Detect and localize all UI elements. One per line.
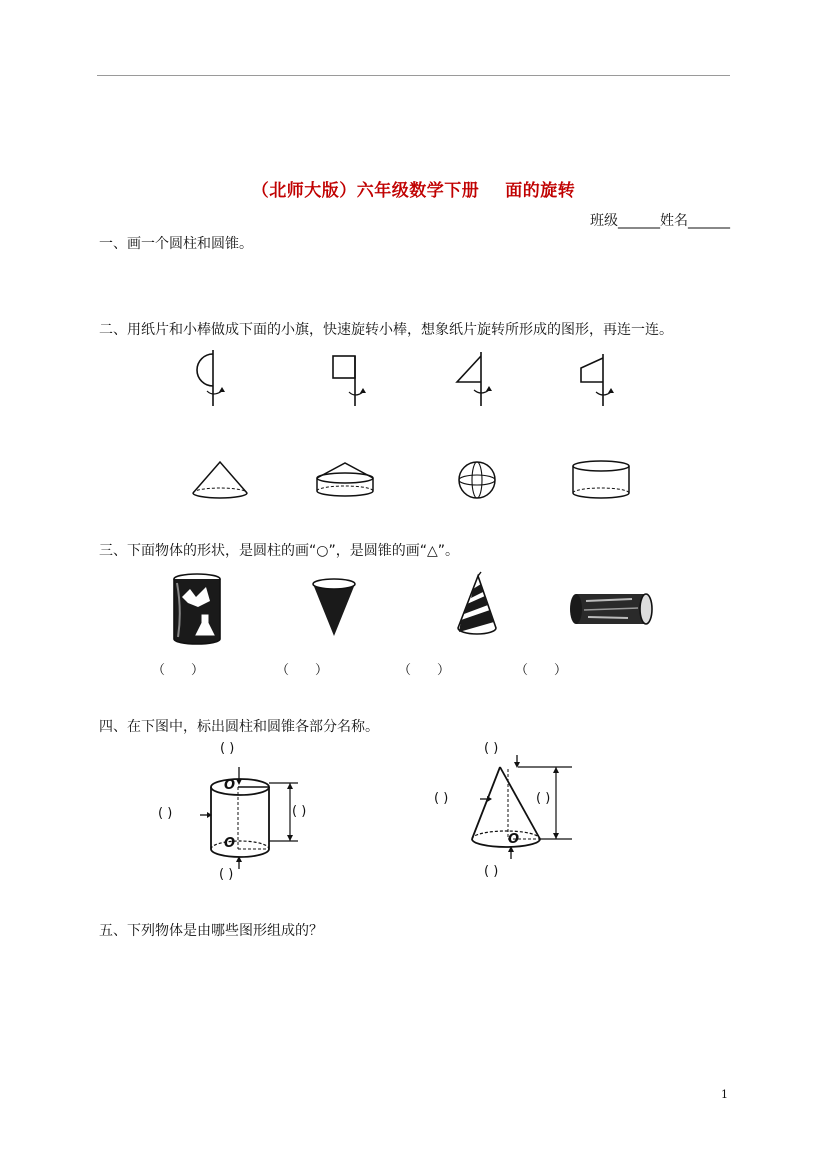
object-can (168, 571, 226, 647)
solid-sphere (455, 460, 499, 502)
answer-blank-3[interactable]: （ ） (398, 663, 451, 678)
cylinder-label-bottom[interactable]: ( ) (219, 867, 234, 882)
flag-trapezoid (574, 350, 624, 408)
object-party-hat (454, 572, 498, 638)
cylinder-label-right[interactable]: ( ) (292, 804, 307, 819)
cylinder-label-top[interactable]: ( ) (220, 741, 235, 756)
question-2: 二、用纸片和小棒做成下面的小旗，快速旋转小棒，想象纸片旋转所形成的图形，再连一连。 (99, 322, 673, 338)
flag-triangle (452, 348, 502, 408)
question-3: 三、下面物体的形状，是圆柱的画“○”，是圆锥的画“△”。 (99, 543, 459, 559)
class-label: 班级______ (590, 213, 660, 229)
cylinder-center-top: O (224, 778, 236, 793)
header-rule (97, 75, 730, 76)
solid-truncated-cone (314, 458, 376, 500)
title-topic: 面的旋转 (505, 181, 576, 201)
answer-blank-1[interactable]: （ ） (152, 663, 205, 678)
cone-label-bottom[interactable]: ( ) (484, 864, 499, 879)
cone-center: O (508, 832, 520, 847)
name-label: 姓名______ (660, 213, 730, 229)
cone-label-left[interactable]: ( ) (434, 791, 449, 806)
object-log (566, 590, 654, 630)
flag-semicircle (190, 346, 240, 408)
answer-blank-2[interactable]: （ ） (276, 663, 329, 678)
answer-blank-4[interactable]: （ ） (515, 663, 568, 678)
question-5: 五、下列物体是由哪些图形组成的？ (99, 923, 323, 939)
solid-cone (190, 455, 250, 500)
solid-cylinder (569, 460, 633, 502)
page-title (0, 176, 827, 201)
page-number: 1 (721, 1088, 728, 1101)
cylinder-label-left[interactable]: ( ) (158, 806, 173, 821)
cone-label-right[interactable]: ( ) (536, 791, 551, 806)
cone-label-top[interactable]: ( ) (484, 741, 499, 756)
question-1: 一、画一个圆柱和圆锥。 (99, 236, 253, 252)
title-main: （北师大版）六年级数学下册 (251, 181, 480, 201)
flag-square (326, 350, 376, 408)
object-cone-cup (309, 578, 359, 640)
question-4: 四、在下图中，标出圆柱和圆锥各部分名称。 (99, 719, 379, 735)
cylinder-diagram (190, 755, 320, 885)
cylinder-center-bottom: O (224, 836, 236, 851)
cone-diagram (460, 755, 590, 880)
student-info (590, 210, 730, 230)
